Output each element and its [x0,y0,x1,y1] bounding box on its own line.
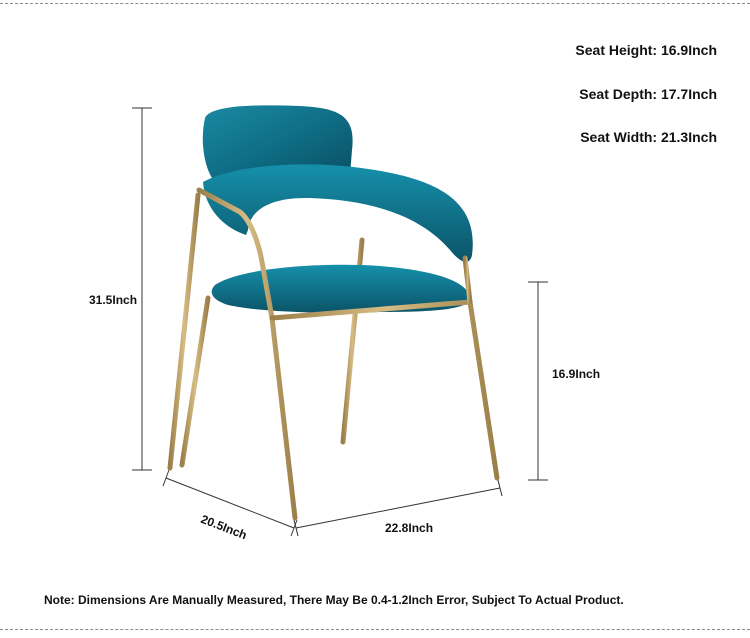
height-dimension-line [132,108,152,470]
seat-height-spec: Seat Height: 16.9Inch [575,42,717,58]
rear-legs [170,195,362,468]
depth-label: 20.5Inch [198,512,249,543]
width-label: 22.8Inch [385,521,434,535]
seat-height-label: 16.9Inch [552,367,601,381]
measurement-note: Note: Dimensions Are Manually Measured, There May Be 0.4-1.2Inch Error, Subject To Actual Product. [44,593,624,607]
seat-height-dimension-line [528,282,548,480]
seat-width-spec: Seat Width: 21.3Inch [580,129,717,145]
total-height-label: 31.5Inch [89,293,138,307]
seat-depth-spec: Seat Depth: 17.7Inch [579,86,717,102]
